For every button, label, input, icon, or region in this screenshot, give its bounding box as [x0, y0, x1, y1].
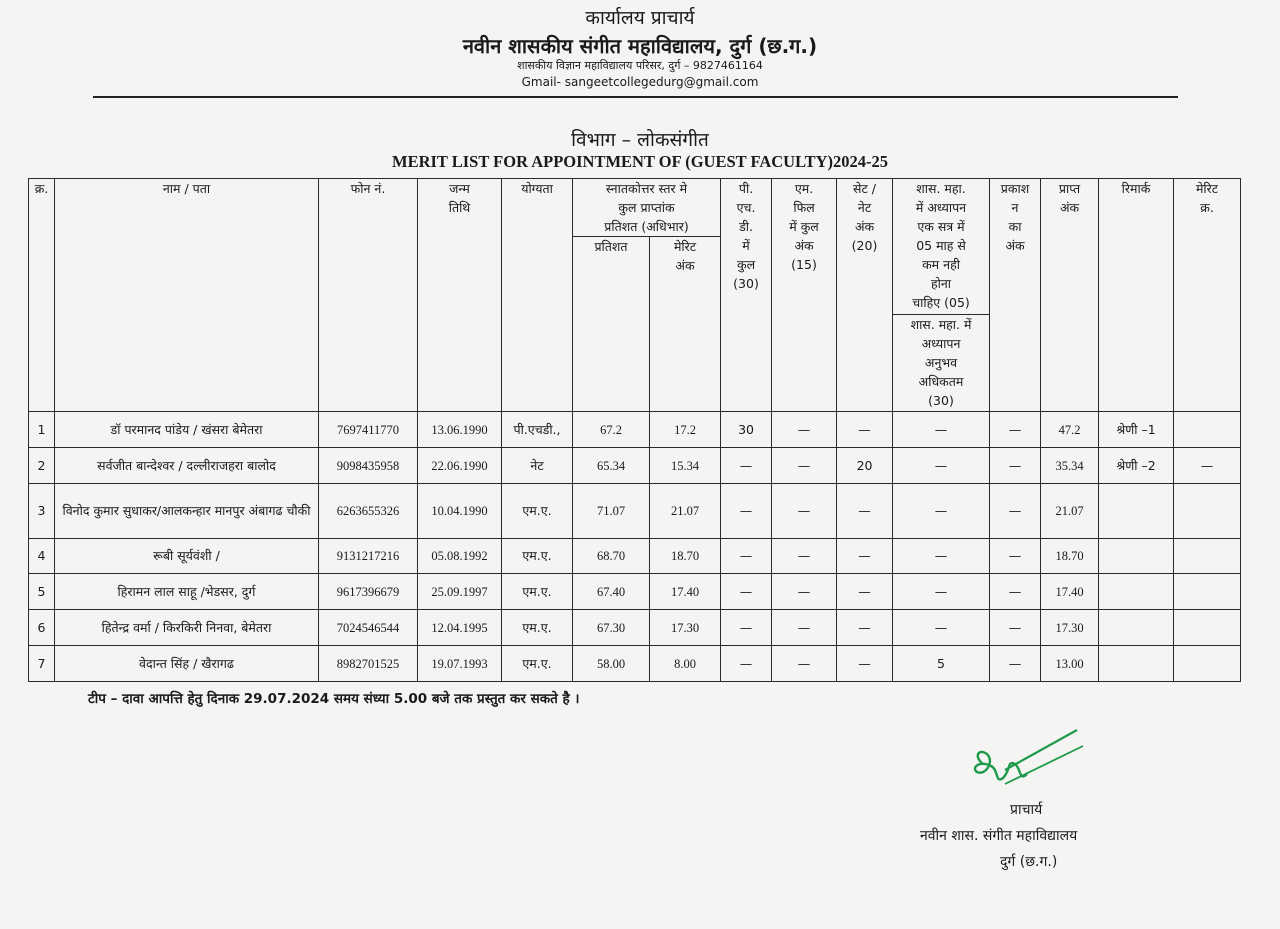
cell-percent: 58.00 — [573, 646, 650, 682]
cell-publication: — — [990, 610, 1041, 646]
col-pg-marks — [573, 179, 721, 237]
merit-table — [28, 178, 1241, 682]
col-set-line: (20) — [851, 238, 878, 253]
col-teaching-line: होना — [930, 276, 952, 291]
col-set-line: अंक — [854, 219, 875, 234]
cell-sno: 5 — [29, 574, 55, 610]
col-publication-line: अंक — [1005, 238, 1025, 253]
cell-set: — — [837, 574, 893, 610]
cell-sno: 4 — [29, 539, 55, 574]
cell-set: — — [837, 412, 893, 448]
office-heading: कार्यालय प्राचार्य — [585, 7, 695, 29]
principal-signature — [965, 726, 1085, 801]
cell-phone: 9617396679 — [319, 574, 418, 610]
col-pg-line: स्नातकोत्तर स्तर मे — [605, 181, 688, 196]
col-teaching-line: शास. महा. — [916, 181, 966, 196]
col-remark: रिमार्क — [1099, 179, 1174, 412]
cell-percent: 67.2 — [573, 412, 650, 448]
cell-remark — [1099, 539, 1174, 574]
col-set-net — [837, 179, 893, 412]
col-dob-line: तिथि — [448, 200, 471, 215]
col-mphil-line: में कुल — [789, 219, 819, 234]
signatory-place: दुर्ग (छ.ग.) — [1000, 854, 1058, 870]
cell-teaching: — — [893, 448, 990, 484]
col-merit-no — [1174, 179, 1241, 412]
cell-qualification: पी.एचडी., — [502, 412, 573, 448]
col-teaching-line: कम नही — [922, 257, 960, 272]
col-merit-ank — [650, 237, 721, 412]
cell-mphil: — — [772, 646, 837, 682]
cell-dob: 22.06.1990 — [418, 448, 502, 484]
col-merit-ank-line: मेरिट — [673, 239, 697, 254]
cell-dob: 12.04.1995 — [418, 610, 502, 646]
cell-set: — — [837, 539, 893, 574]
col-merit-no-line: मेरिट — [1195, 181, 1219, 196]
cell-name: डॉ परमानद पांडेय / खंसरा बेमेतरा — [55, 412, 319, 448]
cell-merit-no — [1174, 539, 1241, 574]
col-teaching-line: चाहिए (05) — [912, 295, 970, 310]
col-merit-ank-line: अंक — [675, 258, 695, 273]
col-phone: फोन नं. — [319, 179, 418, 412]
cell-merit: 17.30 — [650, 610, 721, 646]
col-dob-line: जन्म — [449, 181, 470, 196]
col-obtained-line: प्राप्त — [1058, 181, 1081, 196]
cell-remark — [1099, 646, 1174, 682]
cell-publication: — — [990, 484, 1041, 539]
cell-teaching: 5 — [893, 646, 990, 682]
col-name: नाम / पता — [55, 179, 319, 412]
cell-phone: 9131217216 — [319, 539, 418, 574]
cell-dob: 13.06.1990 — [418, 412, 502, 448]
col-phd-line: डी. — [739, 219, 753, 234]
cell-name: रूबी सूर्यवंशी / — [55, 539, 319, 574]
cell-total: 17.30 — [1041, 610, 1099, 646]
cell-publication: — — [990, 574, 1041, 610]
cell-merit-no — [1174, 412, 1241, 448]
cell-phone: 7024546544 — [319, 610, 418, 646]
cell-qualification: एम.ए. — [502, 539, 573, 574]
college-email: Gmail- sangeetcollegedurg@gmail.com — [521, 75, 759, 89]
cell-merit-no: — — [1174, 448, 1241, 484]
cell-teaching: — — [893, 574, 990, 610]
cell-phone: 6263655326 — [319, 484, 418, 539]
cell-phone: 7697411770 — [319, 412, 418, 448]
cell-name: वेदान्त सिंह / खैरागढ — [55, 646, 319, 682]
cell-qualification: नेट — [502, 448, 573, 484]
col-teaching — [893, 179, 990, 412]
cell-total: 47.2 — [1041, 412, 1099, 448]
cell-phd: — — [721, 610, 772, 646]
col-experience-line: अनुभव — [924, 355, 958, 370]
table-row — [29, 646, 1241, 682]
col-phd-line: एच. — [736, 200, 756, 215]
cell-dob: 25.09.1997 — [418, 574, 502, 610]
cell-total: 35.34 — [1041, 448, 1099, 484]
cell-sno: 3 — [29, 484, 55, 539]
cell-sno: 7 — [29, 646, 55, 682]
col-phd-line: में — [742, 238, 750, 253]
cell-merit: 17.40 — [650, 574, 721, 610]
col-experience-line: अधिकतम — [918, 374, 964, 389]
table-row — [29, 484, 1241, 539]
cell-publication: — — [990, 646, 1041, 682]
table-row — [29, 448, 1241, 484]
cell-teaching: — — [893, 610, 990, 646]
cell-merit: 15.34 — [650, 448, 721, 484]
cell-name: हितेन्द्र वर्मा / किरकिरी निनवा, बेमेतरा — [55, 610, 319, 646]
cell-mphil: — — [772, 610, 837, 646]
col-publication-line: प्रकाश — [1000, 181, 1030, 196]
table-row — [29, 610, 1241, 646]
cell-qualification: एम.ए. — [502, 646, 573, 682]
cell-mphil: — — [772, 574, 837, 610]
college-address: शासकीय विज्ञान महाविद्यालय परिसर, दुर्ग – 9827461164 — [517, 59, 763, 72]
col-merit-no-line: क्र. — [1200, 200, 1214, 215]
cell-phone: 9098435958 — [319, 448, 418, 484]
cell-dob: 05.08.1992 — [418, 539, 502, 574]
cell-percent: 71.07 — [573, 484, 650, 539]
col-phd-line: पी. — [738, 181, 754, 196]
col-experience-line: अध्यापन — [921, 336, 961, 351]
col-phd-line: कुल — [736, 257, 756, 272]
cell-sno: 2 — [29, 448, 55, 484]
cell-qualification: एम.ए. — [502, 574, 573, 610]
col-mphil — [772, 179, 837, 412]
col-mphil-line: अंक — [794, 238, 814, 253]
col-percent: प्रतिशत — [573, 237, 650, 412]
col-pg-line: कुल प्राप्तांक — [618, 200, 675, 215]
cell-remark: श्रेणी –2 — [1099, 448, 1174, 484]
col-mphil-line: (15) — [791, 257, 817, 272]
col-teaching-top — [893, 179, 989, 315]
department-heading: विभाग – लोकसंगीत — [571, 129, 709, 151]
cell-merit-no — [1174, 574, 1241, 610]
col-dob — [418, 179, 502, 412]
cell-merit: 18.70 — [650, 539, 721, 574]
cell-merit-no — [1174, 484, 1241, 539]
cell-mphil: — — [772, 539, 837, 574]
col-qualification: योग्यता — [502, 179, 573, 412]
col-teaching-line: में अध्यापन — [915, 200, 967, 215]
cell-remark — [1099, 610, 1174, 646]
cell-publication: — — [990, 412, 1041, 448]
cell-phd: — — [721, 484, 772, 539]
cell-publication: — — [990, 539, 1041, 574]
cell-merit: 21.07 — [650, 484, 721, 539]
col-mphil-line: फिल — [793, 200, 815, 215]
cell-set: — — [837, 646, 893, 682]
col-publication-line: न — [1011, 200, 1019, 215]
col-publication — [990, 179, 1041, 412]
cell-dob: 10.04.1990 — [418, 484, 502, 539]
cell-name: सर्वजीत बान्देश्वर / दल्लीराजहरा बालोद — [55, 448, 319, 484]
cell-percent: 67.40 — [573, 574, 650, 610]
cell-total: 21.07 — [1041, 484, 1099, 539]
cell-dob: 19.07.1993 — [418, 646, 502, 682]
objection-note: टीप – दावा आपत्ति हेतु दिनाक 29.07.2024 समय संध्या 5.00 बजे तक प्रस्तुत कर सकते है । — [88, 691, 580, 707]
col-mphil-line: एम. — [794, 181, 814, 196]
college-name: नवीन शासकीय संगीत महाविद्यालय, दुर्ग (छ.ग.) — [462, 34, 818, 58]
cell-sno: 1 — [29, 412, 55, 448]
col-set-line: नेट — [857, 200, 872, 215]
cell-qualification: एम.ए. — [502, 484, 573, 539]
cell-teaching: — — [893, 539, 990, 574]
cell-sno: 6 — [29, 610, 55, 646]
cell-set: — — [837, 610, 893, 646]
col-publication-line: का — [1008, 219, 1022, 234]
cell-phd: — — [721, 539, 772, 574]
cell-mphil: — — [772, 448, 837, 484]
cell-name: विनोद कुमार सुधाकर/आलकन्हार मानपुर अंबागढ चौकी — [55, 484, 319, 539]
cell-teaching: — — [893, 412, 990, 448]
cell-set: 20 — [837, 448, 893, 484]
cell-phd: — — [721, 448, 772, 484]
col-teaching-line: एक सत्र में — [917, 219, 965, 234]
col-phd — [721, 179, 772, 412]
cell-remark: श्रेणी –1 — [1099, 412, 1174, 448]
col-obtained — [1041, 179, 1099, 412]
cell-qualification: एम.ए. — [502, 610, 573, 646]
cell-percent: 68.70 — [573, 539, 650, 574]
cell-total: 17.40 — [1041, 574, 1099, 610]
cell-merit: 8.00 — [650, 646, 721, 682]
cell-publication: — — [990, 448, 1041, 484]
cell-phone: 8982701525 — [319, 646, 418, 682]
cell-mphil: — — [772, 412, 837, 448]
cell-merit-no — [1174, 610, 1241, 646]
table-row — [29, 412, 1241, 448]
cell-mphil: — — [772, 484, 837, 539]
header-divider — [93, 96, 1178, 98]
col-experience-line: (30) — [928, 393, 954, 408]
cell-teaching: — — [893, 484, 990, 539]
merit-list-title: MERIT LIST FOR APPOINTMENT OF (GUEST FACULTY)2024-25 — [392, 152, 888, 171]
cell-name: हिरामन लाल साहू /भेडसर, दुर्ग — [55, 574, 319, 610]
signatory-designation: प्राचार्य — [1010, 802, 1043, 818]
cell-total: 18.70 — [1041, 539, 1099, 574]
table-row — [29, 539, 1241, 574]
cell-merit-no — [1174, 646, 1241, 682]
col-experience — [893, 315, 989, 410]
cell-phd: — — [721, 574, 772, 610]
col-set-line: सेट / — [853, 181, 876, 196]
table-row — [29, 574, 1241, 610]
col-pg-line: प्रतिशत (अधिभार) — [604, 219, 689, 234]
col-obtained-line: अंक — [1059, 200, 1080, 215]
col-teaching-line: 05 माह से — [916, 238, 966, 253]
signatory-institution: नवीन शास. संगीत महाविद्यालय — [920, 828, 1078, 844]
cell-remark — [1099, 574, 1174, 610]
col-phd-line: (30) — [733, 276, 759, 291]
cell-phd: 30 — [721, 412, 772, 448]
col-experience-line: शास. महा. में — [910, 317, 972, 332]
cell-phd: — — [721, 646, 772, 682]
cell-merit: 17.2 — [650, 412, 721, 448]
col-sno: क्र. — [29, 179, 55, 412]
cell-set: — — [837, 484, 893, 539]
cell-remark — [1099, 484, 1174, 539]
cell-percent: 67.30 — [573, 610, 650, 646]
cell-percent: 65.34 — [573, 448, 650, 484]
cell-total: 13.00 — [1041, 646, 1099, 682]
